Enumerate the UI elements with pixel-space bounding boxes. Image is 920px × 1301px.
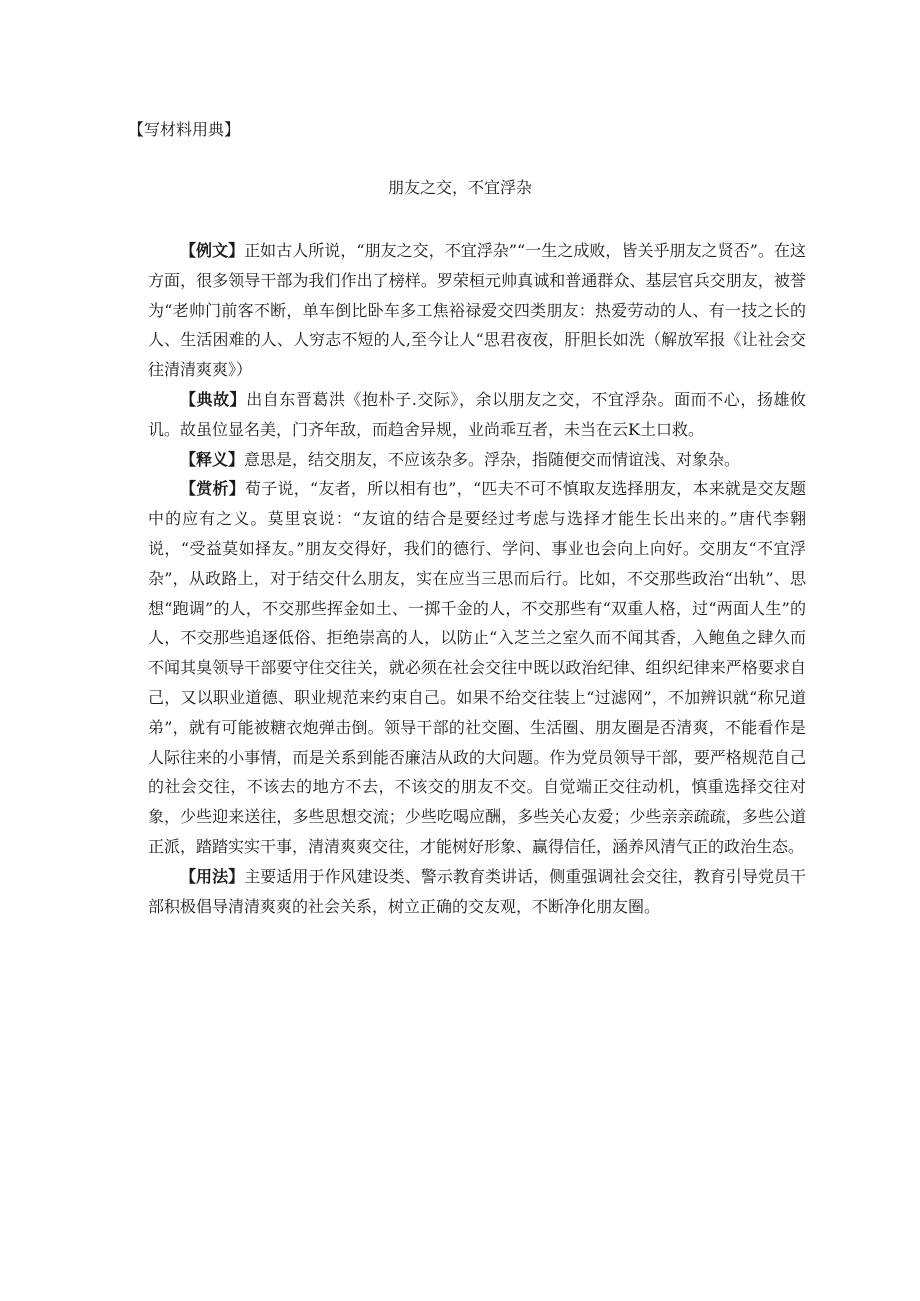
paragraph-lead: 【释义】 bbox=[180, 449, 245, 469]
paragraph-usage bbox=[148, 862, 806, 922]
paragraph-example bbox=[148, 236, 806, 385]
paragraph-text: 意思是，结交朋友，不应该杂多。浮杂，指随便交而情谊浅、对象杂。 bbox=[244, 449, 741, 469]
paragraph-meaning bbox=[148, 445, 806, 475]
paragraph-lead: 【用法】 bbox=[180, 866, 245, 886]
paragraph-lead: 【例文】 bbox=[180, 241, 245, 260]
paragraph-text: 主要适用于作风建设类、警示教育类讲话，侧重强调社会交往，教育引导党员干部积极倡导清清爽爽的社会关系，树立正确的交友观，不断净化朋友圈。 bbox=[148, 866, 806, 916]
document-title: 朋友之交，不宜浮杂 bbox=[387, 178, 532, 197]
paragraph-lead: 【典故】 bbox=[180, 389, 247, 409]
header-tag: 【写材料用典】 bbox=[128, 120, 241, 139]
paragraph-text: 出自东晋葛洪《抱朴子.交际》，余以朋友之交，不宜浮杂。面而不心，扬雄攸讥。故虽位显名美，门齐年敌，而趋舍异规，业尚乖互者，未当在云Κ土口救。 bbox=[148, 389, 806, 439]
document-body bbox=[148, 236, 806, 921]
paragraph-appreciation bbox=[148, 474, 806, 861]
paragraph-text: 正如古人所说，“朋友之交，不宜浮杂”“一生之成败，皆关乎朋友之贤否”。在这方面，很多领导干部为我们作出了榜样。罗荣桓元帅真诚和普通群众、基层官兵交朋友，被誉为“老帅门前客不断，单车倒比卧车多工焦裕禄爱交四类朋友：热爱劳动的人、有一技之长的人、生活困难的人、人穷志不短的人,至今让人“思君夜夜，肝胆长如洗（解放军报《让社会交往清清爽爽》） bbox=[148, 241, 806, 380]
paragraph-text: 荀子说，“友者，所以相有也”，“匹夫不可不慎取友选择朋友，本来就是交友题中的应有之义。莫里哀说：“友谊的结合是要经过考虑与选择才能生长出来的。”唐代李翱说，“受益莫如择友。”朋友交得好，我们的德行、学问、事业也会向上向好。交朋友“不宜浮杂”，从政路上，对于结交什么朋友，实在应当三思而后行。比如，不交那些政治“出轨”、思想“跑调”的人，不交那些挥金如土、一掷千金的人，不交那些有“双重人格，过“两面人生”的人，不交那些追逐低俗、拒绝崇高的人，以防止“入芝兰之室久而不闻其香，入鲍鱼之肆久而不闻其臭领导干部要守住交往关，就必须在社会交往中既以政治纪律、组织纪律来严格要求自己，又以职业道德、职业规范来约束自己。如果不给交往装上“过滤网”，不加辨识就“称兄道弟”，就有可能被糖衣炮弹击倒。领导干部的社交圈、生活圈、朋友圈是否清爽，不能看作是人际往来的小事情，而是关系到能否廉洁从政的大问题。作为党员领导干部，要严格规范自己的社会交往，不该去的地方不去，不该交的朋友不交。自觉端正交往动机，慎重选择交往对象，少些迎来送往，多些思想交流；少些吃喝应酬，多些关心友爱；少些亲亲疏疏，多些公道正派，踏踏实实干事，清清爽爽交往，才能树好形象、赢得信任，涵养风清气正的政治生态。 bbox=[148, 479, 806, 856]
paragraph-allusion bbox=[148, 385, 806, 445]
paragraph-lead: 【赏析】 bbox=[180, 479, 245, 499]
